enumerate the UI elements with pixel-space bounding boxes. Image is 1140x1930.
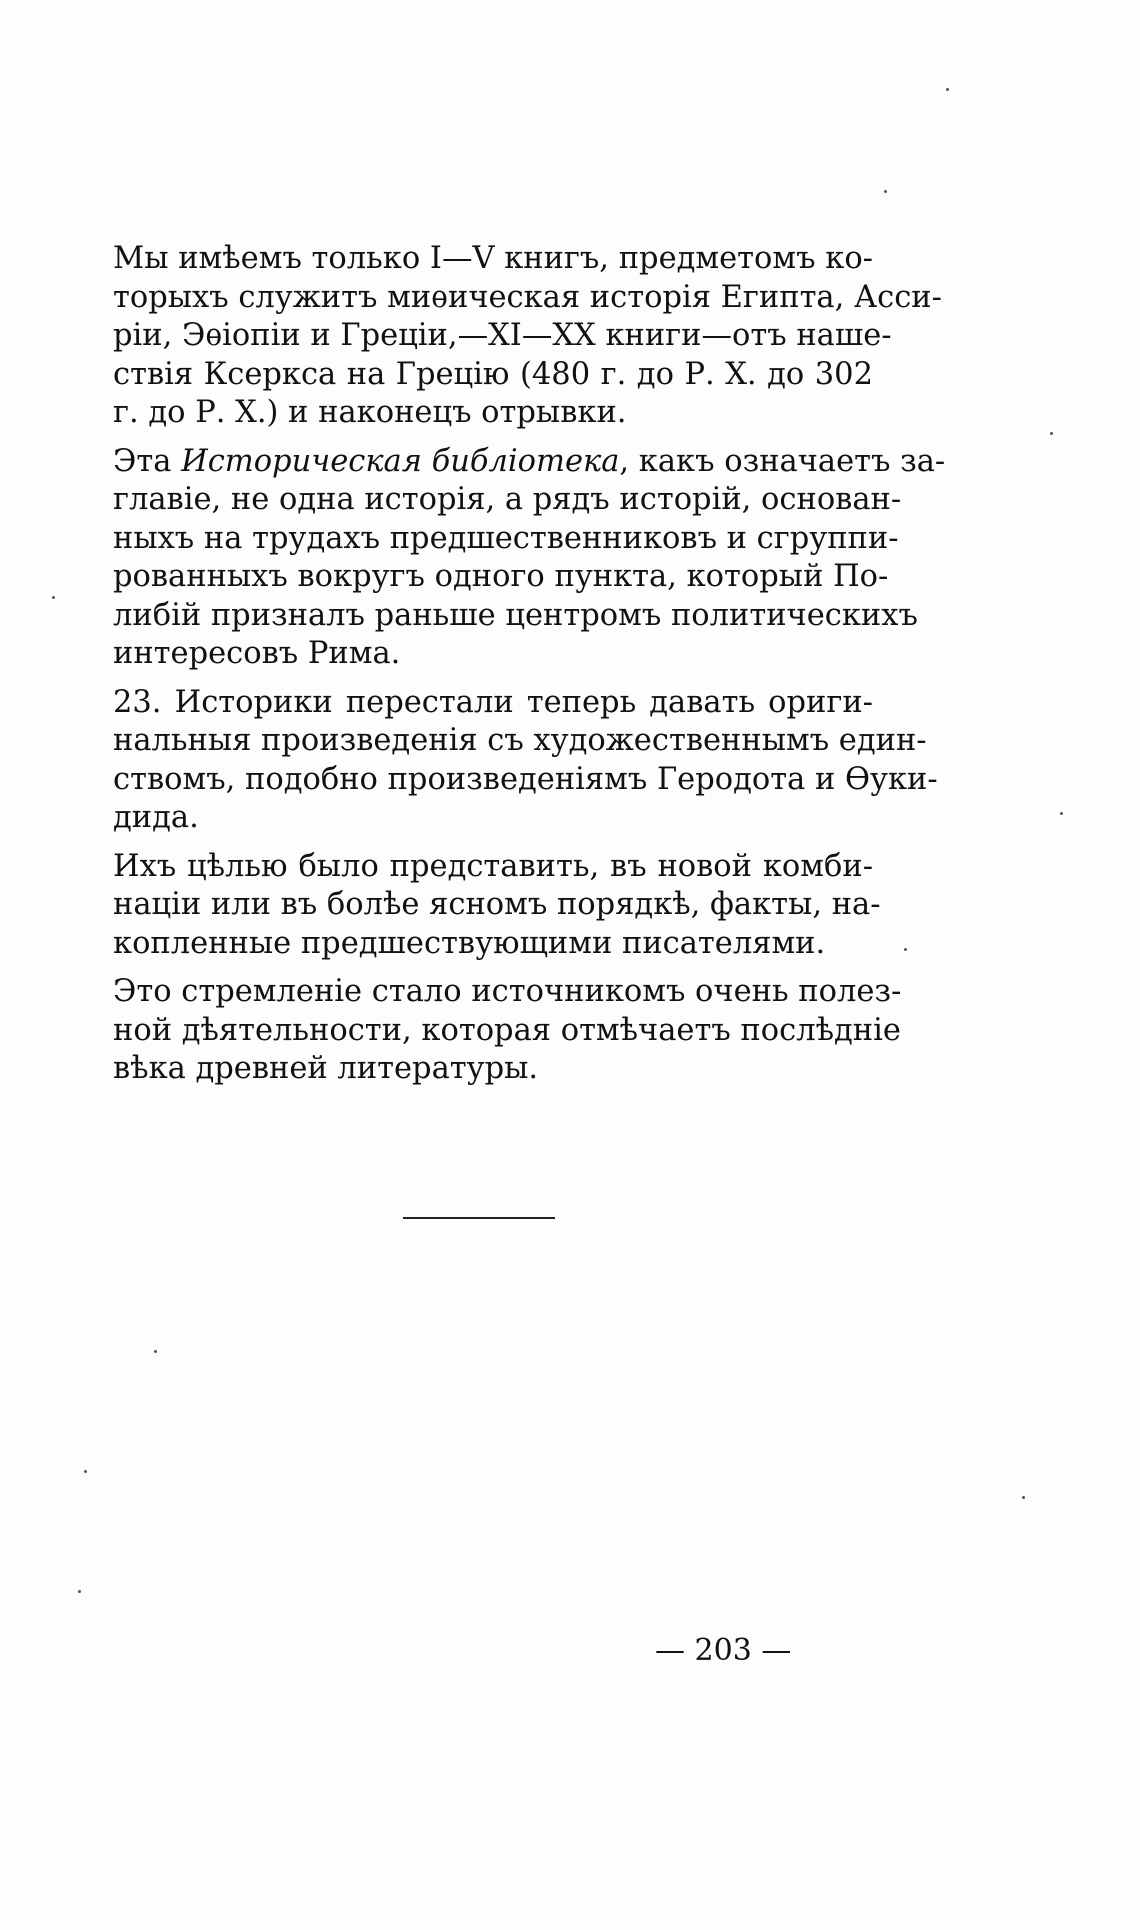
text-line: г. до Р. Х.) и наконецъ отрывки. <box>113 395 627 430</box>
text-line: вѣка древней литературы. <box>113 1051 539 1086</box>
paragraph-3 <box>113 684 938 838</box>
paragraph-2 <box>113 443 946 674</box>
text-line: либій призналъ раньше центромъ политическихъ <box>113 597 918 633</box>
text-line: ной дѣятельности, которая отмѣчаетъ послѣдніе <box>113 1012 901 1048</box>
book-title-italic: Историческая библіотека <box>181 443 620 479</box>
text-line: ныхъ на трудахъ предшественниковъ и сгруппи- <box>113 520 899 556</box>
scan-speck <box>84 1470 87 1473</box>
text-line: Это стремленіе стало источникомъ очень полез- <box>113 974 902 1009</box>
paragraph-4 <box>113 848 881 964</box>
text-line: рованныхъ вокругъ одного пункта, который По- <box>113 559 889 594</box>
text-line: главіе, не одна исторія, а рядъ исторій, основан- <box>113 482 902 517</box>
text-line: націи или въ болѣе ясномъ порядкѣ, факты, на- <box>113 887 881 922</box>
text-line: нальныя произведенія съ художественнымъ един- <box>113 723 927 758</box>
scan-speck <box>1022 1496 1025 1499</box>
scan-speck <box>946 88 949 91</box>
page-number: — 203 — <box>655 1633 792 1668</box>
paragraph-5 <box>113 973 902 1089</box>
text-line: ріи, Эѳіопіи и Греціи,—XI—XX книги—отъ наше- <box>113 318 892 353</box>
scan-speck <box>154 1350 157 1353</box>
text-line: ствія Ксеркса на Грецію (480 г. до Р. Х. до 302 <box>113 356 873 392</box>
scan-speck <box>1060 812 1063 815</box>
scan-speck <box>78 1590 81 1593</box>
text-line: ствомъ, подобно произведеніямъ Геродота и Ѳуки- <box>113 761 938 797</box>
scan-speck <box>1050 432 1053 435</box>
text-line: копленные предшествующими писателями. <box>113 925 826 961</box>
text-fragment: , какъ означаетъ за- <box>619 443 946 479</box>
scan-speck <box>904 948 907 951</box>
section-divider-rule <box>403 1217 555 1219</box>
text-line <box>113 443 946 482</box>
text-line: Ихъ цѣлью было представить, въ новой комби- <box>113 848 873 884</box>
scan-speck <box>52 596 55 599</box>
text-line: торыхъ служитъ миѳическая исторія Египта, Асси- <box>113 279 942 315</box>
scan-speck <box>884 190 887 193</box>
body-text <box>113 240 946 1099</box>
text-line: интересовъ Рима. <box>113 636 401 671</box>
text-fragment: Эта <box>113 443 182 479</box>
text-line: Мы имѣемъ только I—V книгъ, предметомъ ко- <box>113 241 873 276</box>
paragraph-1 <box>113 240 942 433</box>
text-line: 23. Историки перестали теперь давать ориги- <box>113 684 873 720</box>
text-line: дида. <box>113 800 199 835</box>
